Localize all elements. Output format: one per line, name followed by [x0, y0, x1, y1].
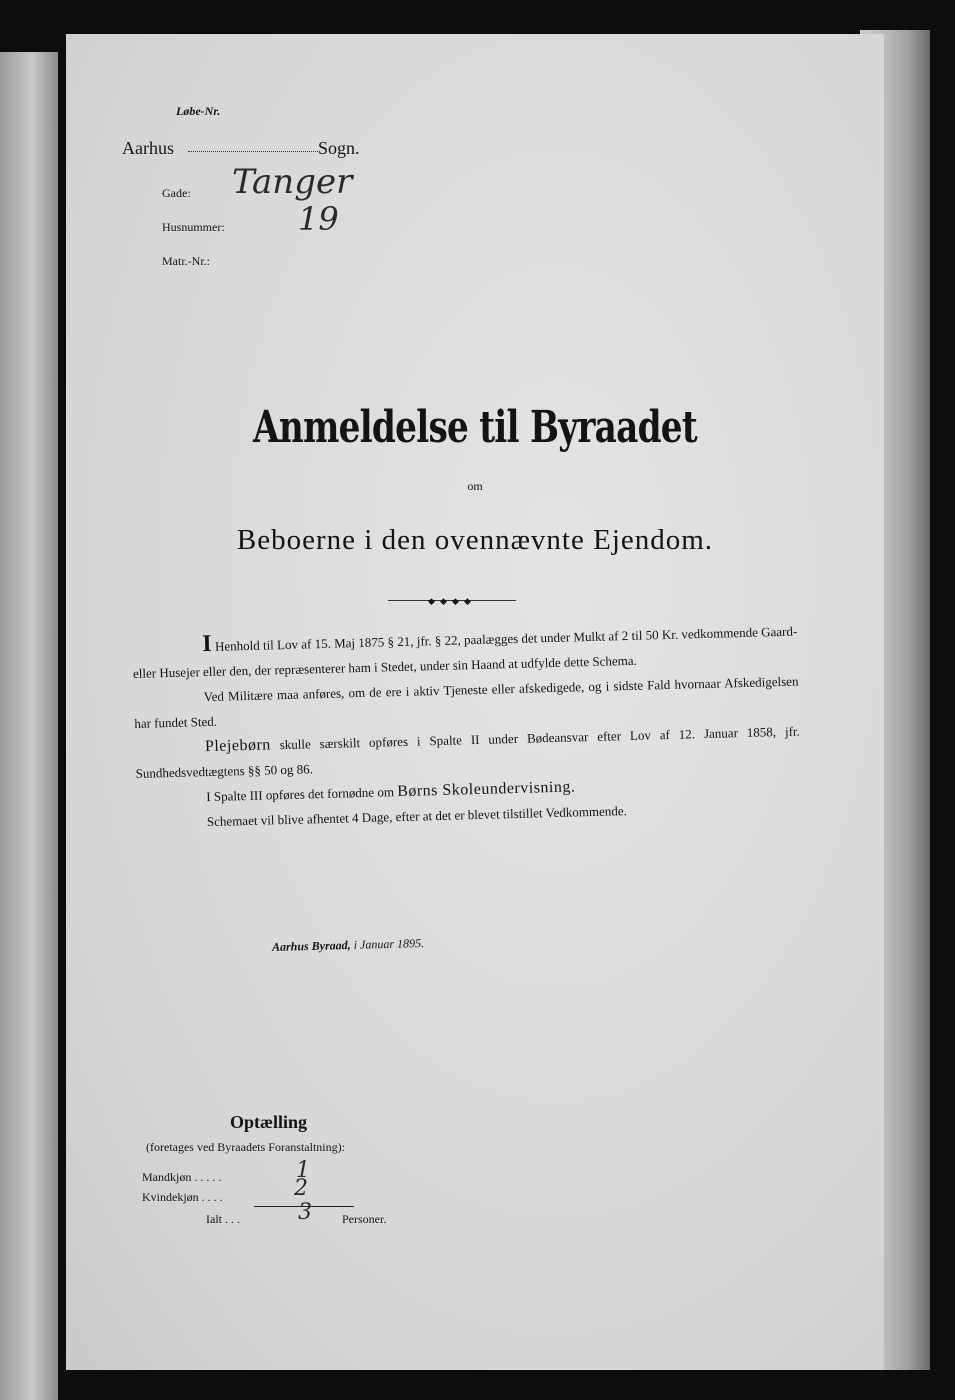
- matr-nr-label: Matr.-Nr.:: [162, 254, 210, 268]
- title-connector: om: [467, 479, 483, 493]
- optaelling-title: Optælling: [230, 1112, 308, 1132]
- optaelling-subtitle: (foretages ved Byraadets Foranstaltning):: [146, 1140, 345, 1154]
- paragraph-pickup: Schemaet vil blive afhentet 4 Dage, efter at det er blevet tilstillet Vedkommende.: [206, 803, 627, 830]
- mandkjon-handwritten-value: 1: [296, 1158, 310, 1183]
- husnummer-label: Husnummer:: [162, 220, 225, 234]
- loebe-nr-label: Løbe-Nr.: [176, 104, 221, 118]
- ialt-label: Ialt . . .: [206, 1212, 240, 1226]
- aarhus-label: Aarhus: [122, 138, 174, 158]
- signature-line: Aarhus Byraad, i Januar 1895.: [271, 936, 425, 954]
- mandkjon-label: Mandkjøn . . . . .: [142, 1170, 222, 1184]
- husnummer-handwritten-value: 19: [298, 200, 339, 238]
- paragraph-foster: Plejebørn skulle særskilt opføres i Spalte II under Bødeansvar efter Lov af 12. Januar 1858, jfr. Sundhedsvedtægtens §§ 50 og 86.: [135, 723, 800, 781]
- ornament-divider: ◆ ◆ ◆ ◆: [388, 600, 516, 605]
- personer-label: Personer.: [342, 1212, 387, 1226]
- kvindekjon-label: Kvindekjøn . . . .: [142, 1190, 223, 1204]
- paragraph-school: I Spalte III opføres det fornødne om Børns Skoleundervisning.: [206, 778, 576, 805]
- paragraph-military: Ved Militære maa anføres, om de ere i aktiv Tjeneste eller afskedigede, og i sidste Fald hvornaar Afskedigelsen har fundet Sted.: [134, 673, 799, 731]
- gade-handwritten-value: Tanger: [232, 162, 353, 202]
- dropcap: I: [201, 630, 212, 658]
- instructions-text: [132, 617, 802, 836]
- sogn-dotted-line: [188, 151, 318, 152]
- gade-label: Gade:: [162, 186, 191, 200]
- left-page-edge: [0, 52, 58, 1400]
- kvindekjon-handwritten-value: 2: [294, 1176, 308, 1201]
- sogn-label: Sogn.: [318, 138, 360, 158]
- document-title: Anmeldelse til Byraadet: [253, 402, 697, 453]
- document-page: [66, 34, 884, 1370]
- document-subtitle: Beboerne i den ovennævnte Ejendom.: [236, 524, 714, 556]
- ialt-handwritten-value: 3: [298, 1200, 312, 1225]
- paragraph-law: I Henhold til Lov af 15. Maj 1875 § 21, jfr. § 22, paalægges det under Mulkt af 2 til 50 Kr. vedkommende Gaard- eller Husejer eller den, der repræsenterer ham i Stedet, under sin Haand at udfylde dette Schema.: [132, 623, 798, 681]
